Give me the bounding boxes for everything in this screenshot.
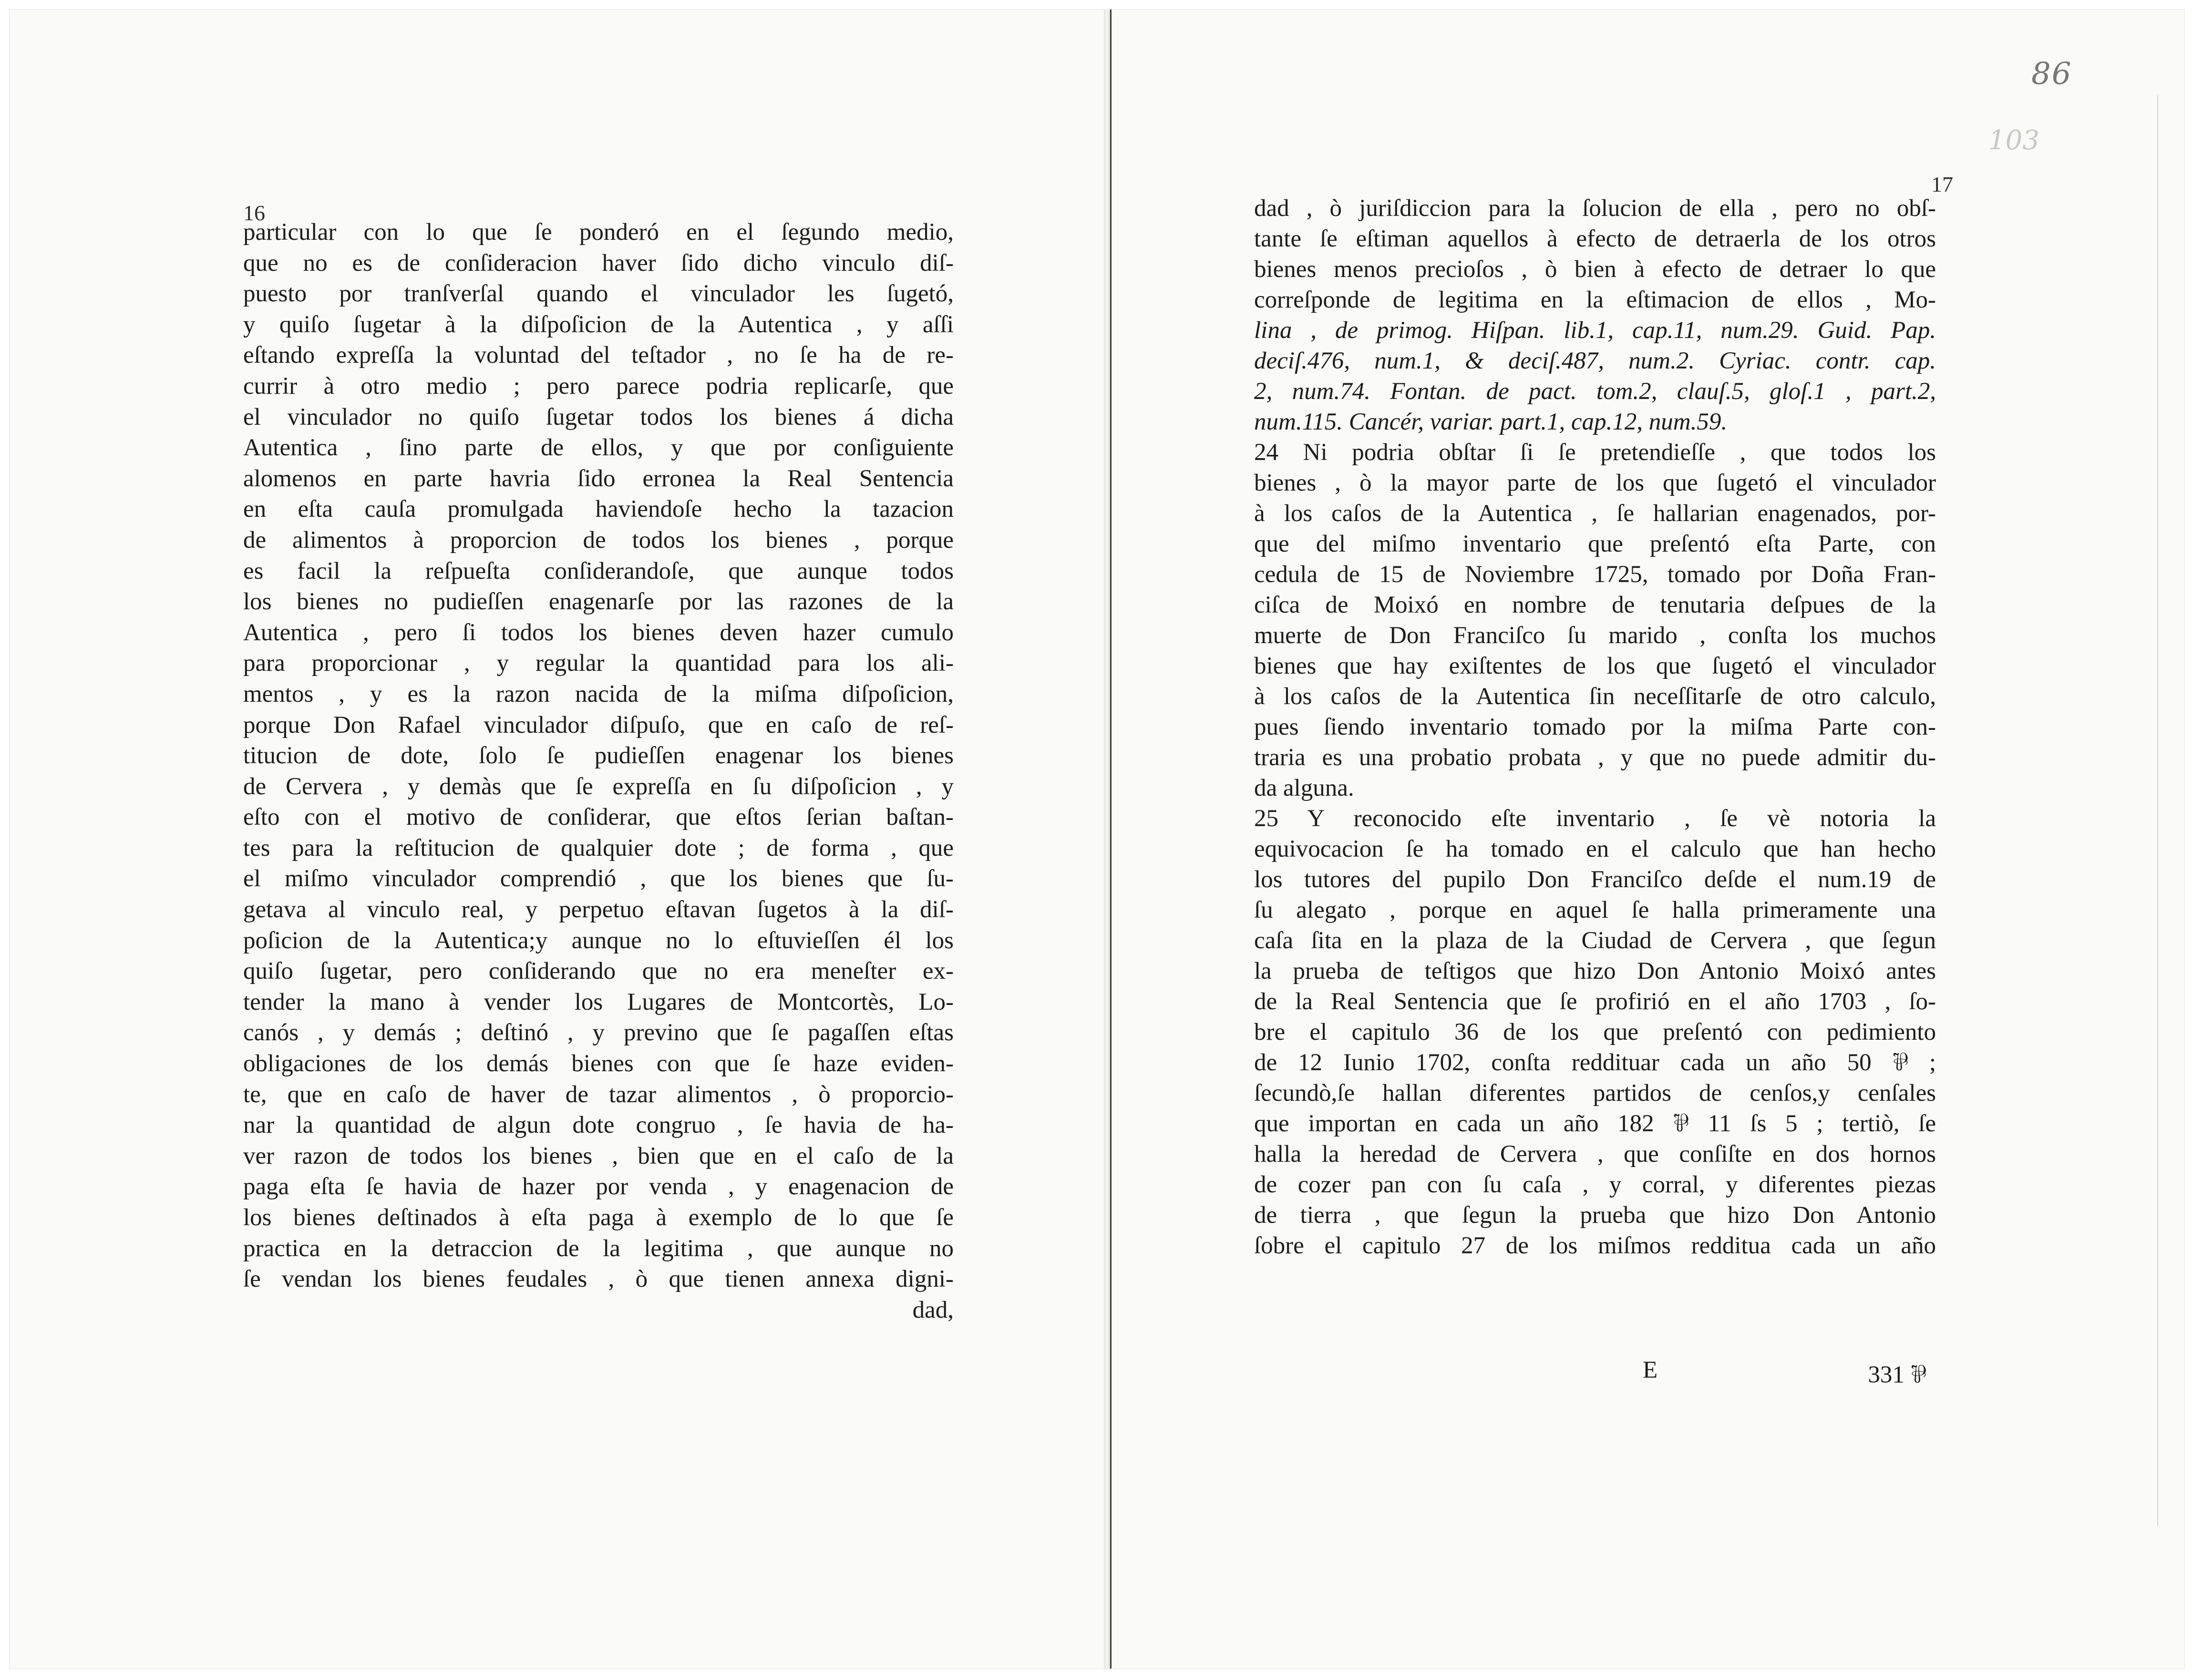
- text-line: de 12 Iunio 1702, conſta reddituar cada un año 50 ⅌ ;: [1254, 1049, 1936, 1076]
- text-line: porque Don Rafael vinculador diſpuſo, que en caſo de reſ-: [243, 711, 954, 738]
- text-line: en eſta cauſa promulgada haviendoſe hecho la tazacion: [243, 496, 954, 523]
- text-line: de Cervera , y demàs que ſe expreſſa en ſu diſpoſicion , y: [243, 773, 954, 800]
- paragraph-24-start: 24 Ni podria obſtar ſi ſe pretendieſſe , que todos los: [1254, 439, 1936, 466]
- faint-folio-mark: 103: [1988, 125, 2039, 156]
- text-line: puesto por tranſverſal quando el vinculador les ſugetó,: [243, 280, 954, 307]
- text-line: caſa ſita en la plaza de la Ciudad de Cervera , que ſegun: [1254, 927, 1936, 954]
- text-line: eſtando expreſſa la voluntad del teſtador , no ſe ha de re-: [243, 342, 954, 369]
- text-line: los bienes no pudieſſen enagenarſe por las razones de la: [243, 588, 954, 615]
- text-line: pues ſiendo inventario tomado por la miſma Parte con-: [1254, 714, 1936, 740]
- archive-folio-mark: 86: [2031, 56, 2072, 92]
- text-line: bienes que hay exiſtentes de los que ſugetó el vinculador: [1254, 653, 1936, 679]
- signature-mark: E: [1643, 1357, 1658, 1383]
- text-line: da alguna.: [1254, 775, 1354, 801]
- text-line: y quiſo ſugetar à la diſpoſicion de la Autentica , y aſſi: [243, 311, 954, 338]
- right-page-footer: [1254, 1356, 1936, 1387]
- right-catchword: 331 ⅌: [1868, 1362, 1926, 1388]
- text-line: nar la quantidad de algun dote congruo , ſe havia de ha-: [243, 1112, 954, 1139]
- text-line: getava al vinculo real, y perpetuo eſtavan ſugetos à la diſ-: [243, 896, 954, 923]
- text-line: de cozer pan con ſu caſa , y corral, y diferentes piezas: [1254, 1171, 1936, 1198]
- text-line: que no es de conſideracion haver ſido dicho vinculo diſ-: [243, 249, 954, 277]
- text-line: ſecundò,ſe hallan diferentes partidos de cenſos,y cenſales: [1254, 1080, 1936, 1106]
- citation-line: deciſ.476, num.1, & deciſ.487, num.2. Cyriac. contr. cap.: [1254, 348, 1936, 374]
- text-line: tes para la reſtitucion de qualquier dote ; de forma , que: [243, 834, 954, 861]
- text-line: ciſca de Moixó en nombre de tenutaria deſpues de la: [1254, 592, 1936, 618]
- text-line: cedula de 15 de Noviembre 1725, tomado por Doña Fran-: [1254, 561, 1936, 588]
- text-line: traria es una probatio probata , y que no puede admitir du-: [1254, 744, 1936, 771]
- text-line: los bienes deſtinados à eſta paga à exemplo de lo que ſe: [243, 1204, 954, 1231]
- text-line: los tutores del pupilo Don Franciſco deſde el num.19 de: [1254, 866, 1936, 893]
- text-line: tender la mano à vender los Lugares de Montcortès, Lo-: [243, 988, 954, 1015]
- text-line: paga eſta ſe havia de hazer por venda , y enagenacion de: [243, 1173, 954, 1200]
- text-line: dad , ò juriſdiccion para la ſolucion de ella , pero no obſ-: [1254, 195, 1936, 222]
- text-line: bre el capitulo 36 de los que preſentó con pedimiento: [1254, 1019, 1936, 1045]
- text-line: para proporcionar , y regular la quantidad para los ali-: [243, 650, 954, 677]
- left-catchword: dad,: [912, 1296, 954, 1323]
- gutter: [1104, 10, 1111, 1669]
- text-line: de la Real Sentencia que ſe profirió en el año 1703 , ſo-: [1254, 988, 1936, 1015]
- citation-line: num.115. Cancér, variar. part.1, cap.12, num.59.: [1254, 409, 1728, 435]
- text-line: quiſo ſugetar, pero conſiderando que no era meneſter ex-: [243, 958, 954, 985]
- text-line: tante ſe eſtiman aquellos à efecto de detraerla de los otros: [1254, 225, 1936, 252]
- text-line: poſicion de la Autentica;y aunque no lo eſtuvieſſen él los: [243, 927, 954, 954]
- text-line: currir à otro medio ; pero parece podria replicarſe, que: [243, 372, 954, 400]
- left-page-number: 16: [243, 201, 265, 225]
- text-line: canós , y demás ; deſtinó , y previno que ſe pagaſſen eſtas: [243, 1019, 954, 1046]
- text-line: que del miſmo inventario que preſentó eſta Parte, con: [1254, 531, 1936, 557]
- text-line: obligaciones de los demás bienes con que ſe haze eviden-: [243, 1050, 954, 1077]
- text-line: ſobre el capitulo 27 de los miſmos reddituа cada un año: [1254, 1232, 1936, 1259]
- text-line: Autentica , pero ſi todos los bienes deven hazer cumulo: [243, 619, 954, 646]
- text-line: titucion de dote, ſolo ſe pudieſſen enagenar los bienes: [243, 742, 954, 769]
- text-line: mentos , y es la razon nacida de la miſma diſpoſicion,: [243, 680, 954, 707]
- text-line: practica en la detraccion de la legitima , que aunque no: [243, 1235, 954, 1262]
- text-line: equivocacion ſe ha tomado en el calculo que han hecho: [1254, 836, 1936, 862]
- text-line: la prueba de teſtigos que hizo Don Antonio Moixó antes: [1254, 958, 1936, 984]
- text-line: bienes menos precioſos , ò bien à efecto de detraer lo que: [1254, 256, 1936, 283]
- citation-line: 2, num.74. Fontan. de pact. tom.2, clauſ.5, gloſ.1 , part.2,: [1254, 378, 1936, 405]
- text-line: de alimentos à proporcion de todos los bienes , porque: [243, 526, 954, 553]
- text-line: muerte de Don Franciſco ſu marido , conſta los muchos: [1254, 622, 1936, 649]
- text-line: es facil la reſpueſta conſiderandoſe, que aunque todos: [243, 557, 954, 584]
- text-line: te, que en caſo de haver de tazar alimentos , ò proporcio-: [243, 1081, 954, 1108]
- text-line: el vinculador no quiſo ſugetar todos los bienes á dicha: [243, 403, 954, 430]
- text-line: à los caſos de la Autentica , ſe hallarian enagenados, por-: [1254, 500, 1936, 527]
- text-line: halla la heredad de Cervera , que conſiſte en dos hornos: [1254, 1141, 1936, 1168]
- paragraph-25-start: 25 Y reconocido eſte inventario , ſe vè notoria la: [1254, 805, 1936, 832]
- text-line: particular con lo que ſe ponderó en el ſegundo medio,: [243, 219, 954, 246]
- text-line: ſu alegato , porque en aquel ſe halla primeramente una: [1254, 897, 1936, 923]
- text-line: eſto con el motivo de conſiderar, que eſtos ſerian baſtan-: [243, 804, 954, 831]
- citation-line: lina , de primog. Hiſpan. lib.1, cap.11, num.29. Guid. Pap.: [1254, 317, 1936, 344]
- text-line: de tierra , que ſegun la prueba que hizo Don Antonio: [1254, 1202, 1936, 1229]
- text-line: el miſmo vinculador comprendió , que los bienes que ſu-: [243, 865, 954, 892]
- right-page-number: 17: [1931, 172, 1953, 196]
- text-line: bienes , ò la mayor parte de los que ſugetó el vinculador: [1254, 470, 1936, 496]
- text-line: ſe vendan los bienes feudales , ò que tienen annexa digni-: [243, 1266, 954, 1293]
- text-line: alomenos en parte havria ſido erronea la Real Sentencia: [243, 465, 954, 492]
- text-line: Autentica , ſino parte de ellos, y que por conſiguiente: [243, 434, 954, 461]
- text-line: correſponde de legitima en la eſtimacion de ellos , Mo-: [1254, 287, 1936, 313]
- text-line: à los caſos de la Autentica ſin neceſſitarſe de otro calculo,: [1254, 683, 1936, 710]
- right-page-text: [1254, 193, 1936, 1261]
- text-line: que importan en cada un año 182 ⅌ 11 ſs 5 ; tertiò, ſe: [1254, 1110, 1936, 1137]
- text-line: ver razon de todos los bienes , bien que en el caſo de la: [243, 1142, 954, 1169]
- page-edge: [2157, 95, 2158, 1526]
- left-page-text: [243, 217, 954, 1325]
